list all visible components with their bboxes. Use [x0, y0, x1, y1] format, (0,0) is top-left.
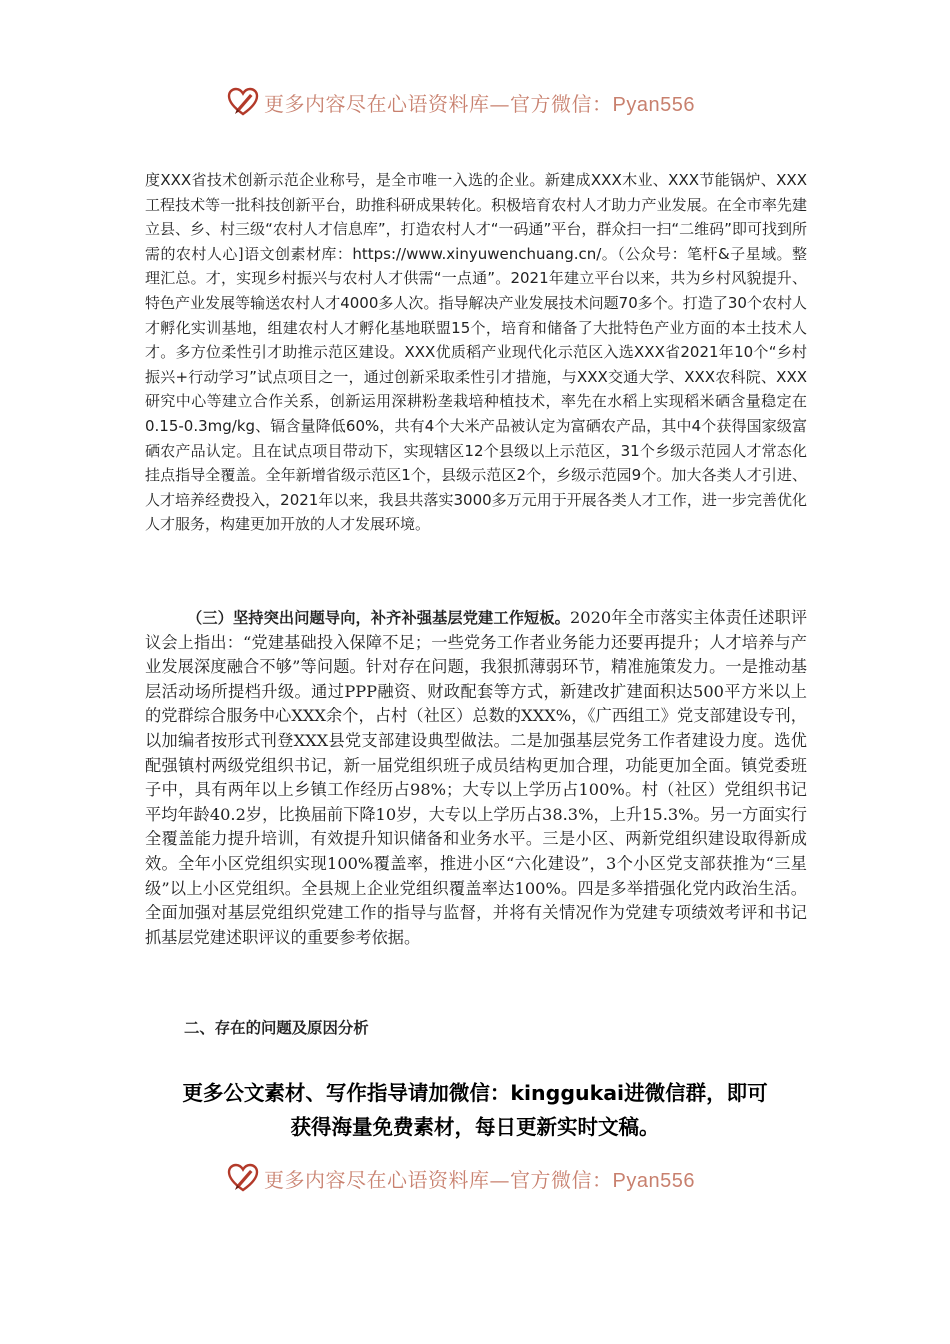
banner-wechat-id: Pyan556 [612, 1169, 695, 1192]
paragraph-1: 度XXX省技术创新示范企业称号，是全市唯一入选的企业。新建成XXX木业、XXX节能锅炉、XXX工程技术等一批科技创新平台，助推科研成果转化。积极培育农村人才助力产业发展。在全市率先建立县、乡、村三级“农村人才信息库”，打造农村人才“一码通”平台，群众扫一扫“二维码”即可找到所需的农村人心]语文创素材库：https://www.xinyuwenchuang.cn/。（公众号：笔杆&子星域。整理汇总。才，实现乡村振兴与农村人才供需“一点通”。2021年建立平台以来，共为乡村风貌提升、特色产业发展等输送农村人才4000多人次。指导解决产业发展技术问题70多个。打造了30个农村人才孵化实训基地，组建农村人才孵化基地联盟15个，培育和储备了大批特色产业方面的本土技术人才。多方位柔性引才助推示范区建设。XXX优质稻产业现代化示范区入选XXX省2021年10个“乡村振兴+行动学习”试点项目之一，通过创新采取柔性引才措施，与XXX交通大学、XXX农科院、XXX研究中心等建立合作关系，创新运用深耕粉垄栽培种植技术，率先在水稻上实现稻米硒含量稳定在0.15-0.3mg/kg、镉含量降低60%，共有4个大米产品被认定为富硒农产品，其中4个获得国家级富硒农产品认定。且在试点项目带动下，实现辖区12个县级以上示范区，31个乡级示范园人才常态化挂点指导全覆盖。全年新增省级示范区1个，县级示范区2个，乡级示范园9个。加大各类人才引进、人才培养经费投入，2021年以来，我县共落实3000多万元用于开展各类人才工作，进一步完善优化人才服务，构建更加开放的人才发展环境。 [145, 171, 807, 534]
section-3-heading: （三）坚持突出问题导向，补齐补强基层党建工作短板。 [187, 609, 570, 627]
banner-text [264, 1164, 695, 1193]
banner-main-text: 更多内容尽在心语资料库 [264, 1167, 490, 1192]
heart-pen-logo-icon [226, 85, 260, 119]
paragraph-section-3 [145, 606, 807, 950]
section-3-body: 2020年全市落实主体责任述职评议会上指出：“党建基础投入保障不足；一些党务工作者业务能力还要再提升；人才培养与产业发展深度融合不够”等问题。针对存在问题，我狠抓薄弱环节，精准施策发力。一是推动基层活动场所提档升级。通过PPP融资、财政配套等方式，新建改扩建面积达500平方米以上的党群综合服务中心XXX余个，占村（社区）总数的XXX%，《广西组工》党支部建设专刊，以加编者按形式刊登XXX县党支部建设典型做法。二是加强基层党务工作者建设力度。选优配强镇村两级党组织书记，新一届党组织班子成员结构更加合理，功能更加全面。镇党委班子中，具有两年以上乡镇工作经历占98%；大专以上学历占100%。村（社区）党组织书记平均年龄40.2岁，比换届前下降10岁，大专以上学历占38.3%，上升15.3%。另一方面实行全覆盖能力提升培训，有效提升知识储备和业务水平。三是小区、两新党组织建设取得新成效。全年小区党组织实现100%覆盖率，推进小区“六化建设”，3个小区党支部获推为“三星级”以上小区党组织。全县规上企业党组织覆盖率达100%。四是多举措强化党内政治生活。全面加强对基层党组织党建工作的指导与监督，并将有关情况作为党建专项绩效考评和书记抓基层党建述职评议的重要参考依据。 [145, 608, 808, 947]
promo-notice [120, 1076, 830, 1144]
footer-banner [226, 1158, 695, 1198]
banner-text [264, 88, 695, 117]
banner-official-text: 官方微信： [510, 1167, 613, 1192]
banner-dash: — [489, 91, 510, 116]
promo-line-1: 更多公文素材、写作指导请加微信：kinggukai进微信群，即可 [182, 1081, 768, 1105]
banner-wechat-id: Pyan556 [612, 93, 695, 116]
header-banner [226, 82, 695, 122]
banner-dash: — [489, 1167, 510, 1192]
heart-pen-logo-icon [226, 1161, 260, 1195]
promo-line-2: 获得海量免费素材，每日更新实时文稿。 [290, 1115, 660, 1139]
section-heading-2: 二、存在的问题及原因分析 [184, 1019, 369, 1037]
banner-official-text: 官方微信： [510, 91, 613, 116]
banner-main-text: 更多内容尽在心语资料库 [264, 91, 490, 116]
